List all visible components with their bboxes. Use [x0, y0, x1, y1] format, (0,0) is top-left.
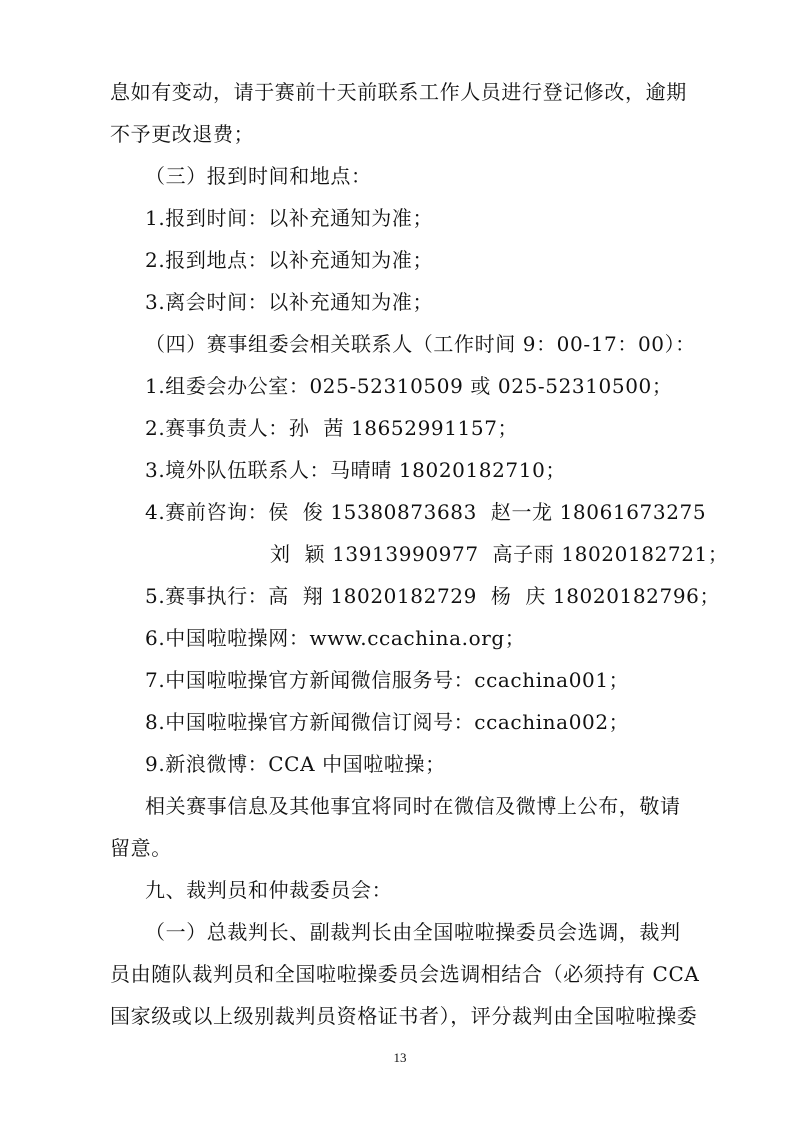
list-item: 8.中国啦啦操官方新闻微信订阅号：ccachina002；	[145, 710, 630, 734]
text-line: （一）总裁判长、副裁判长由全国啦啦操委员会选调，裁判	[145, 920, 681, 944]
section-heading: （三）报到时间和地点：	[145, 164, 372, 188]
list-item: 7.中国啦啦操官方新闻微信服务号：ccachina001；	[145, 668, 630, 692]
text-line: 国家级或以上级别裁判员资格证书者），评分裁判由全国啦啦操委	[110, 1004, 698, 1028]
list-item: 9.新浪微博：CCA 中国啦啦操；	[145, 752, 446, 776]
list-item: 3.境外队伍联系人：马晴晴 18020182710；	[145, 458, 567, 482]
text-line: 不予更改退费；	[110, 122, 255, 146]
list-item: 6.中国啦啦操网：www.ccachina.org；	[145, 626, 526, 650]
section-heading: （四）赛事组委会相关联系人（工作时间 9：00-17：00）：	[145, 332, 696, 356]
list-item: 1.报到时间：以补充通知为准；	[145, 206, 434, 230]
text-line: 相关赛事信息及其他事宜将同时在微信及微博上公布，敬请	[145, 794, 681, 818]
list-item: 4.赛前咨询：侯 俊 15380873683 赵一龙 18061673275	[145, 500, 707, 524]
list-item: 2.报到地点：以补充通知为准；	[145, 248, 434, 272]
text-line: 息如有变动，请于赛前十天前联系工作人员进行登记修改，逾期	[110, 80, 687, 104]
list-item-continuation: 刘 颖 13913990977 高子雨 18020182721；	[270, 542, 729, 566]
list-item: 3.离会时间：以补充通知为准；	[145, 290, 434, 314]
page-number: 13	[393, 1050, 407, 1065]
text-line: 留意。	[110, 836, 172, 860]
text-line: 员由随队裁判员和全国啦啦操委员会选调相结合（必须持有 CCA	[110, 962, 700, 986]
list-item: 2.赛事负责人：孙 茜 18652991157；	[145, 416, 519, 440]
list-item: 1.组委会办公室：025-52310509 或 025-52310500；	[145, 374, 673, 398]
list-item: 5.赛事执行：高 翔 18020182729 杨 庆 18020182796；	[145, 584, 721, 608]
section-heading: 九、裁判员和仲裁委员会：	[145, 878, 393, 902]
